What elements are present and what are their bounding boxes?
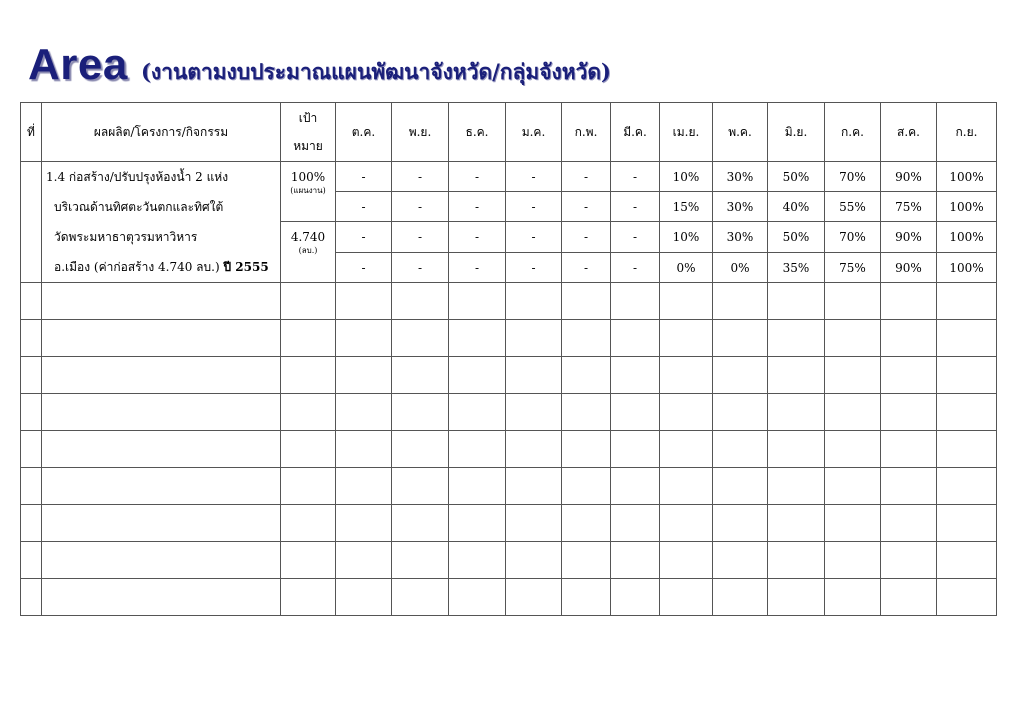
empty-cell <box>768 394 825 431</box>
empty-table-row <box>21 394 997 431</box>
empty-cell <box>449 320 506 357</box>
empty-cell <box>392 505 449 542</box>
empty-cell <box>42 505 281 542</box>
empty-cell <box>713 431 768 468</box>
empty-table-row <box>21 468 997 505</box>
header-month: ต.ค. <box>336 103 392 162</box>
project-line: บริเวณด้านทิศตะวันตกและทิศใต้ <box>54 200 224 214</box>
month-cell: 30% <box>713 222 768 253</box>
empty-cell <box>713 394 768 431</box>
month-cell: 50% <box>768 162 825 192</box>
month-cell: 0% <box>713 253 768 283</box>
empty-cell <box>506 320 562 357</box>
empty-cell <box>281 579 336 616</box>
empty-cell <box>768 579 825 616</box>
empty-cell <box>392 468 449 505</box>
month-cell: 90% <box>881 222 937 253</box>
empty-cell <box>825 505 881 542</box>
empty-cell <box>506 468 562 505</box>
empty-cell <box>42 283 281 320</box>
empty-cell <box>825 357 881 394</box>
empty-cell <box>825 579 881 616</box>
month-cell: - <box>392 162 449 192</box>
empty-rows <box>21 283 997 616</box>
empty-cell <box>611 431 660 468</box>
empty-cell <box>336 505 392 542</box>
empty-cell <box>768 320 825 357</box>
month-cell: - <box>392 192 449 222</box>
empty-cell <box>713 542 768 579</box>
month-cell: - <box>336 162 392 192</box>
empty-cell <box>713 357 768 394</box>
empty-cell <box>937 357 997 394</box>
header-month: พ.ย. <box>392 103 449 162</box>
empty-cell <box>881 283 937 320</box>
month-cell: 15% <box>660 192 713 222</box>
month-cell: 90% <box>881 162 937 192</box>
month-cell: - <box>611 192 660 222</box>
month-cell: 100% <box>937 222 997 253</box>
empty-table-row <box>21 505 997 542</box>
empty-cell <box>392 357 449 394</box>
target-plan-value: 100% <box>290 170 326 184</box>
empty-cell <box>660 505 713 542</box>
empty-cell <box>392 394 449 431</box>
project-line: 1.4 ก่อสร้าง/ปรับปรุงห้องน้ำ 2 แห่ง <box>46 170 229 184</box>
empty-cell <box>336 431 392 468</box>
empty-cell <box>825 283 881 320</box>
empty-cell <box>611 394 660 431</box>
target-plan-unit: (แผนงาน) <box>290 186 326 195</box>
project-year: ปี 2555 <box>223 260 269 274</box>
target-budget-cell <box>281 222 336 283</box>
empty-cell <box>449 357 506 394</box>
month-cell: - <box>611 222 660 253</box>
month-cell: - <box>562 162 611 192</box>
empty-cell <box>713 468 768 505</box>
empty-cell <box>660 283 713 320</box>
month-cell: 75% <box>881 192 937 222</box>
header-month: ก.ย. <box>937 103 997 162</box>
empty-cell <box>281 357 336 394</box>
empty-cell <box>825 394 881 431</box>
month-cell: - <box>611 253 660 283</box>
empty-cell <box>611 320 660 357</box>
empty-cell <box>881 320 937 357</box>
empty-cell <box>562 542 611 579</box>
month-cell: - <box>449 192 506 222</box>
month-cell: 90% <box>881 253 937 283</box>
empty-table-row <box>21 579 997 616</box>
header-month: มี.ค. <box>611 103 660 162</box>
month-cell: - <box>336 222 392 253</box>
empty-cell <box>281 505 336 542</box>
header-activity: ผลผลิต/โครงการ/กิจกรรม <box>42 103 281 162</box>
empty-cell <box>392 283 449 320</box>
empty-cell <box>449 542 506 579</box>
empty-cell <box>713 505 768 542</box>
empty-cell <box>713 320 768 357</box>
empty-cell <box>562 468 611 505</box>
empty-cell <box>611 505 660 542</box>
header-row <box>21 103 997 162</box>
empty-cell <box>449 468 506 505</box>
empty-cell <box>281 431 336 468</box>
month-cell: 70% <box>825 222 881 253</box>
target-plan-cell <box>281 162 336 222</box>
month-cell: - <box>449 222 506 253</box>
empty-cell <box>336 468 392 505</box>
month-cell: - <box>506 162 562 192</box>
month-cell: 100% <box>937 192 997 222</box>
empty-cell <box>21 357 42 394</box>
month-cell: 10% <box>660 222 713 253</box>
empty-cell <box>506 357 562 394</box>
month-cell: - <box>392 222 449 253</box>
empty-cell <box>768 283 825 320</box>
month-cell: 100% <box>937 162 997 192</box>
schedule-table <box>20 102 997 616</box>
empty-cell <box>21 579 42 616</box>
empty-cell <box>506 431 562 468</box>
empty-cell <box>660 542 713 579</box>
empty-cell <box>506 283 562 320</box>
empty-cell <box>937 431 997 468</box>
empty-cell <box>392 542 449 579</box>
empty-cell <box>506 394 562 431</box>
empty-cell <box>881 579 937 616</box>
empty-cell <box>611 283 660 320</box>
empty-cell <box>336 320 392 357</box>
empty-cell <box>506 542 562 579</box>
month-cell: 0% <box>660 253 713 283</box>
empty-cell <box>562 431 611 468</box>
month-cell: - <box>506 222 562 253</box>
empty-cell <box>713 283 768 320</box>
month-cell: 75% <box>825 253 881 283</box>
empty-cell <box>768 505 825 542</box>
empty-cell <box>449 579 506 616</box>
title-subtitle: (งานตามงบประมาณแผนพัฒนาจังหวัด/กลุ่มจังหวัด) <box>140 59 611 84</box>
empty-cell <box>336 357 392 394</box>
empty-cell <box>42 468 281 505</box>
month-cell: - <box>336 192 392 222</box>
empty-cell <box>281 320 336 357</box>
empty-cell <box>562 505 611 542</box>
empty-table-row <box>21 357 997 394</box>
empty-cell <box>768 431 825 468</box>
month-cell: 40% <box>768 192 825 222</box>
empty-cell <box>825 431 881 468</box>
month-cell: 30% <box>713 192 768 222</box>
empty-cell <box>660 357 713 394</box>
empty-cell <box>449 505 506 542</box>
empty-cell <box>825 468 881 505</box>
empty-cell <box>21 283 42 320</box>
empty-cell <box>42 394 281 431</box>
empty-cell <box>21 505 42 542</box>
empty-cell <box>392 579 449 616</box>
empty-table-row <box>21 431 997 468</box>
empty-cell <box>21 394 42 431</box>
table-row <box>21 162 997 192</box>
month-cell: - <box>562 222 611 253</box>
project-line <box>46 252 280 282</box>
empty-cell <box>937 320 997 357</box>
target-budget-value: 4.740 <box>290 230 326 244</box>
empty-cell <box>660 320 713 357</box>
empty-cell <box>937 579 997 616</box>
row-number-cell <box>21 162 42 283</box>
empty-cell <box>611 579 660 616</box>
month-cell: - <box>562 253 611 283</box>
empty-cell <box>281 468 336 505</box>
month-cell: 30% <box>713 162 768 192</box>
empty-cell <box>392 431 449 468</box>
empty-cell <box>937 505 997 542</box>
empty-cell <box>281 542 336 579</box>
month-cell: 50% <box>768 222 825 253</box>
empty-cell <box>660 468 713 505</box>
empty-cell <box>825 320 881 357</box>
month-cell: - <box>506 192 562 222</box>
empty-cell <box>21 542 42 579</box>
empty-cell <box>281 394 336 431</box>
empty-cell <box>937 394 997 431</box>
empty-cell <box>506 505 562 542</box>
empty-cell <box>336 579 392 616</box>
empty-cell <box>713 579 768 616</box>
empty-cell <box>21 320 42 357</box>
empty-cell <box>937 468 997 505</box>
empty-cell <box>660 431 713 468</box>
header-target <box>281 103 336 162</box>
header-month: มิ.ย. <box>768 103 825 162</box>
empty-cell <box>562 394 611 431</box>
month-cell: - <box>562 192 611 222</box>
empty-cell <box>562 283 611 320</box>
empty-cell <box>42 320 281 357</box>
empty-cell <box>562 579 611 616</box>
empty-cell <box>562 320 611 357</box>
empty-cell <box>449 431 506 468</box>
month-cell: - <box>449 162 506 192</box>
empty-table-row <box>21 283 997 320</box>
project-cell <box>42 162 281 283</box>
empty-cell <box>336 283 392 320</box>
empty-cell <box>562 357 611 394</box>
title-main: Area <box>28 40 128 89</box>
empty-cell <box>42 579 281 616</box>
empty-cell <box>768 542 825 579</box>
month-cell: 35% <box>768 253 825 283</box>
empty-cell <box>881 394 937 431</box>
month-cell: 10% <box>660 162 713 192</box>
month-cell: 70% <box>825 162 881 192</box>
header-month: ม.ค. <box>506 103 562 162</box>
empty-cell <box>768 468 825 505</box>
month-cell: - <box>336 253 392 283</box>
header-month: ธ.ค. <box>449 103 506 162</box>
project-line-main: อ.เมือง (ค่าก่อสร้าง 4.740 ลบ.) <box>54 260 220 274</box>
header-month: ก.พ. <box>562 103 611 162</box>
empty-cell <box>21 431 42 468</box>
empty-cell <box>611 357 660 394</box>
month-cell: - <box>392 253 449 283</box>
empty-cell <box>937 283 997 320</box>
empty-cell <box>42 542 281 579</box>
empty-cell <box>825 542 881 579</box>
empty-cell <box>937 542 997 579</box>
empty-cell <box>336 542 392 579</box>
month-cell: - <box>611 162 660 192</box>
empty-cell <box>42 431 281 468</box>
empty-cell <box>660 394 713 431</box>
month-cell: 55% <box>825 192 881 222</box>
project-line: วัดพระมหาธาตุวรมหาวิหาร <box>54 230 198 244</box>
month-cell: 100% <box>937 253 997 283</box>
empty-cell <box>881 505 937 542</box>
empty-cell <box>21 468 42 505</box>
page-title <box>28 40 611 92</box>
empty-table-row <box>21 542 997 579</box>
header-month: เม.ย. <box>660 103 713 162</box>
empty-cell <box>660 579 713 616</box>
header-month: ส.ค. <box>881 103 937 162</box>
empty-cell <box>336 394 392 431</box>
month-cell: - <box>449 253 506 283</box>
empty-cell <box>768 357 825 394</box>
empty-cell <box>449 283 506 320</box>
empty-cell <box>881 542 937 579</box>
empty-cell <box>881 431 937 468</box>
empty-cell <box>881 468 937 505</box>
empty-cell <box>42 357 281 394</box>
empty-cell <box>281 283 336 320</box>
empty-cell <box>611 468 660 505</box>
empty-cell <box>611 542 660 579</box>
header-month: พ.ค. <box>713 103 768 162</box>
month-cell: - <box>506 253 562 283</box>
header-target-line2: หมาย <box>293 139 323 153</box>
empty-cell <box>392 320 449 357</box>
header-target-line1: เป้า <box>298 111 318 125</box>
header-month: ก.ค. <box>825 103 881 162</box>
empty-cell <box>506 579 562 616</box>
empty-cell <box>449 394 506 431</box>
empty-table-row <box>21 320 997 357</box>
empty-cell <box>881 357 937 394</box>
target-budget-unit: (ลบ.) <box>298 246 318 255</box>
header-no: ที่ <box>21 103 42 162</box>
